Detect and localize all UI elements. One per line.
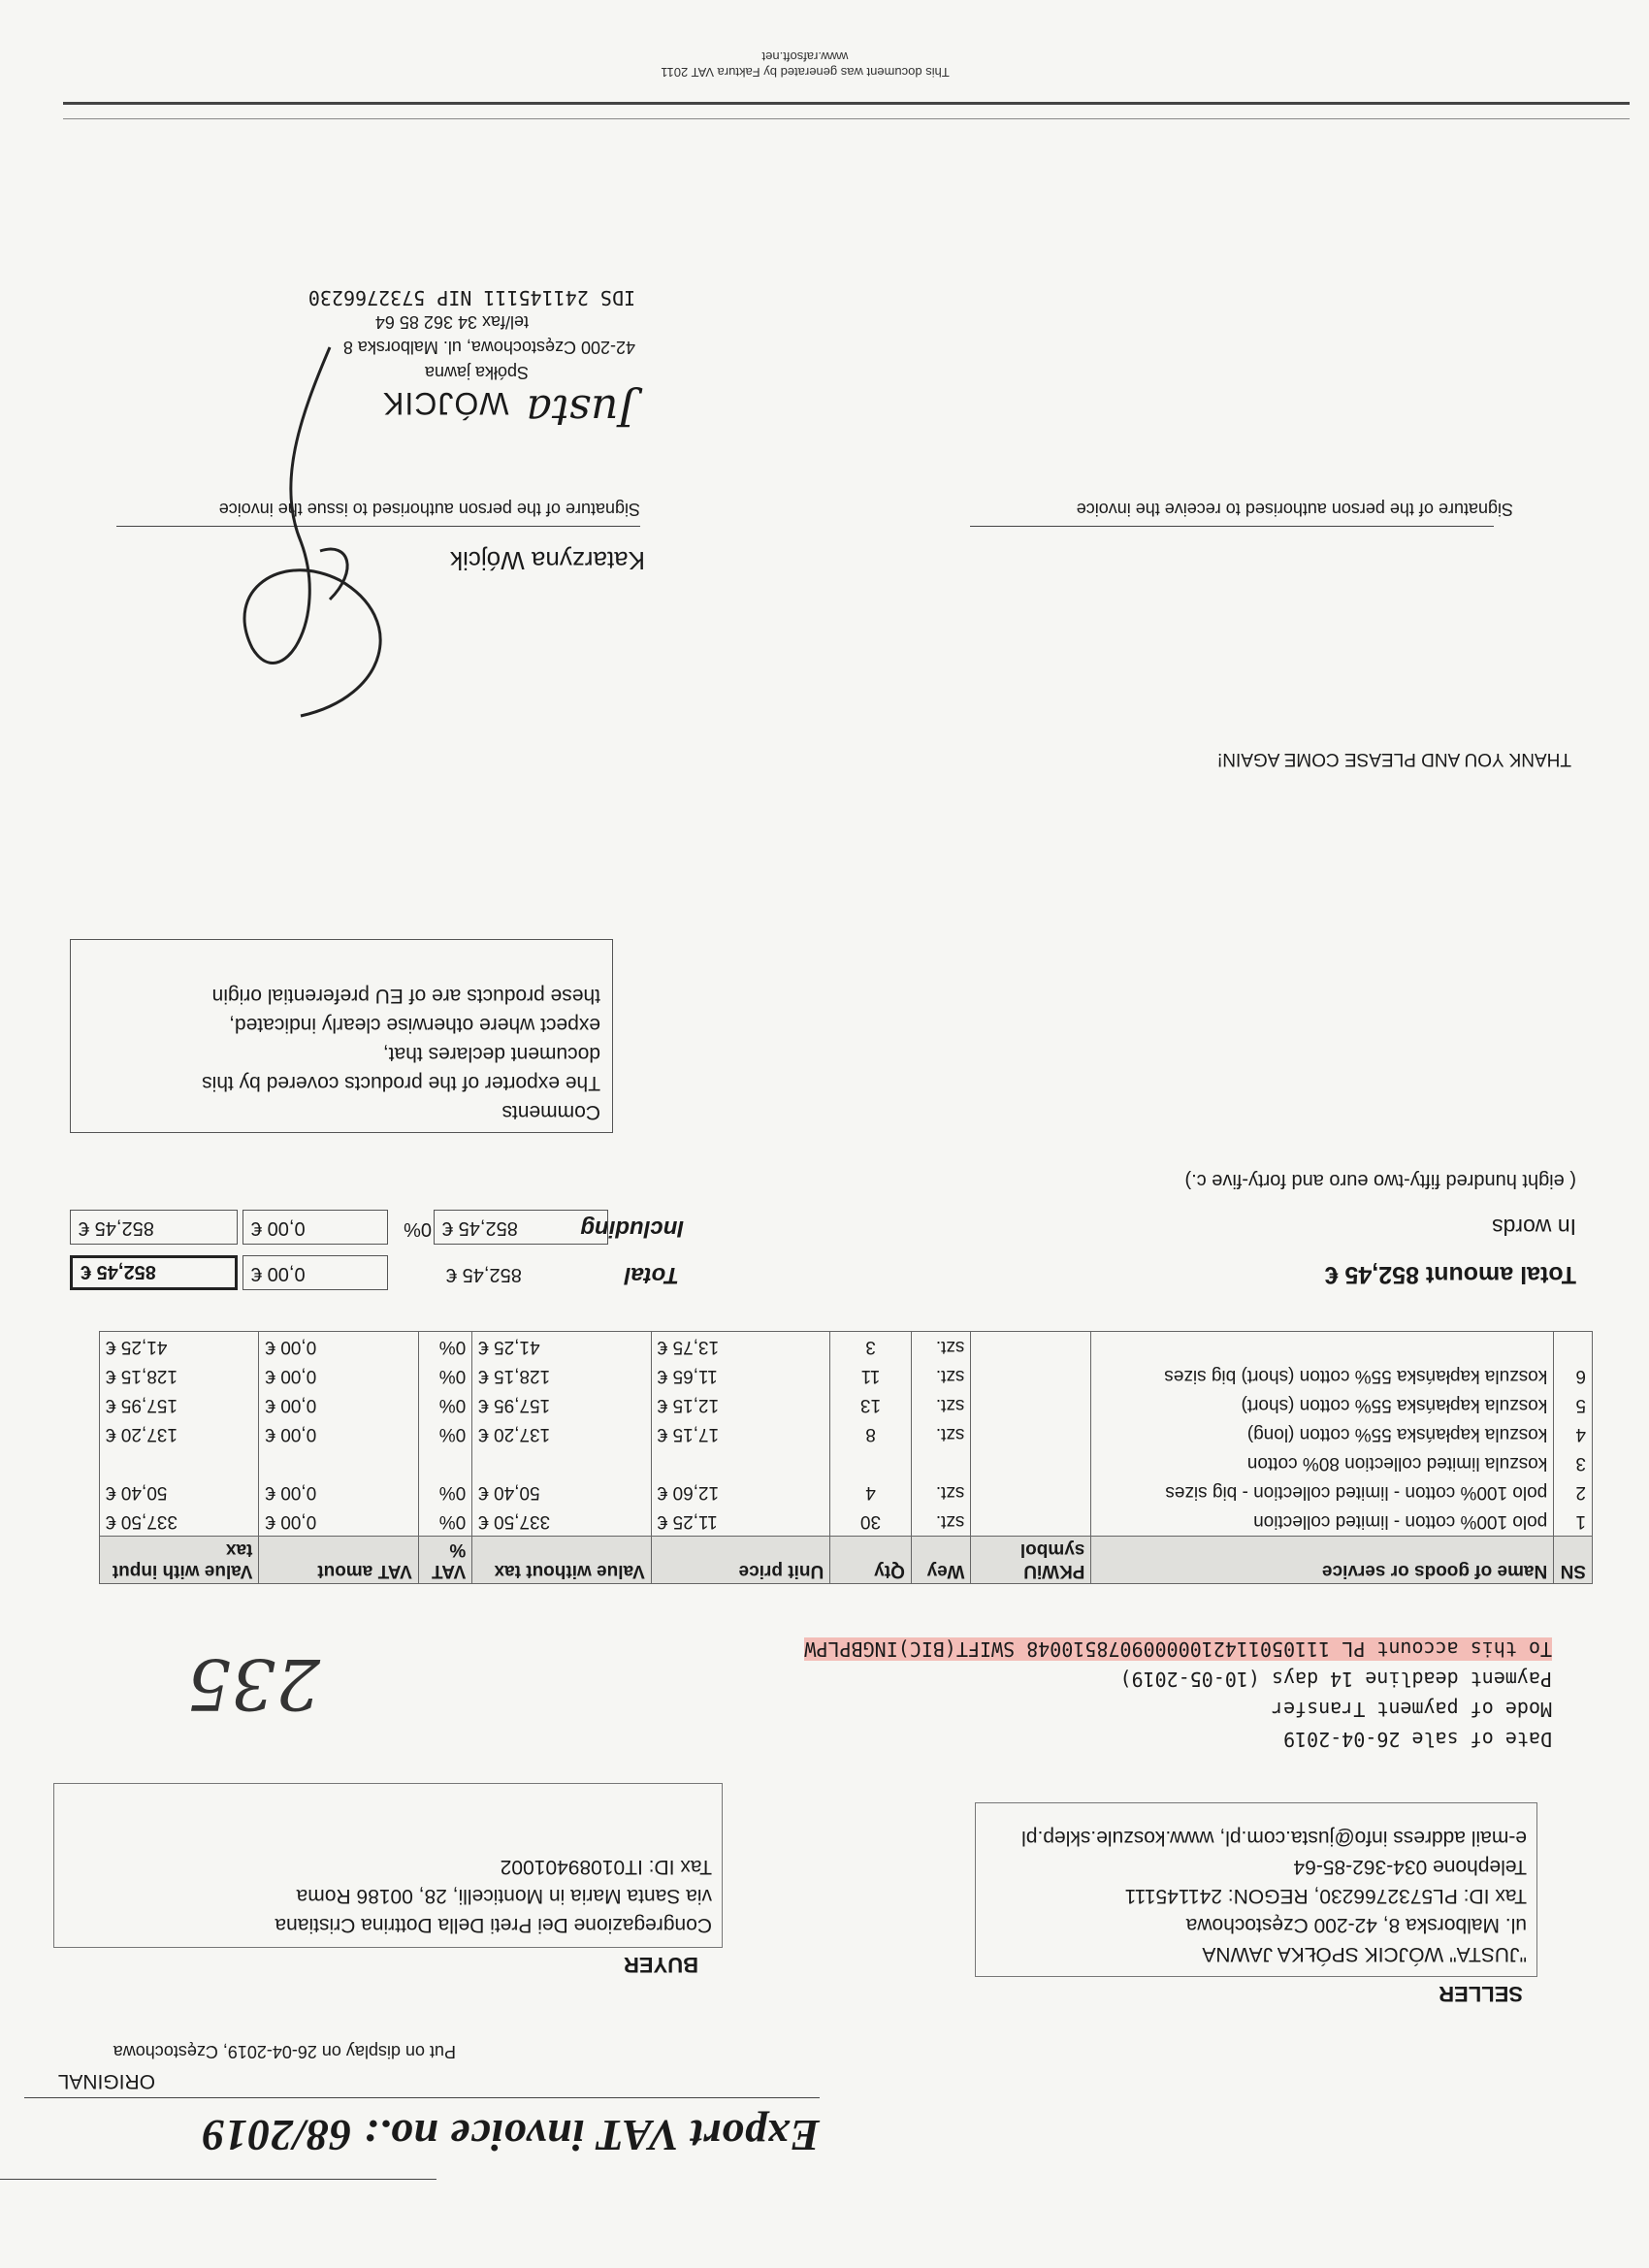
cell-unit: szt. [911,1332,971,1362]
top-rule [63,102,1630,105]
receiver-signature-line [970,526,1494,527]
cell-vat: 0% [418,1332,471,1362]
seller-name: "JUSTA" WÓJCIK SPÓŁKA JAWNA [1202,1943,1527,1965]
including-net: 852,45 € [434,1210,608,1245]
cell-price [651,1448,830,1477]
cell-vat: 0% [418,1419,471,1448]
date-of-sale: Date of sale 26-04-2019 [1283,1728,1552,1751]
cell-gross: 337,50 € [100,1507,259,1537]
seller-email: e-mail address info@justa.com.pl, www.koszule.sklep.pl [1021,1827,1527,1849]
cell-unit: szt. [911,1419,971,1448]
col-sn: SN [1554,1537,1593,1584]
cell-unit: szt. [911,1390,971,1419]
table-row [100,1477,1593,1507]
table-row [100,1507,1593,1537]
cell-name: polo 100% cotton - limited collection [1091,1507,1554,1537]
items-table [99,1331,1593,1584]
col-wey: Wey [911,1537,971,1584]
cell-price: 11,25 € [651,1507,830,1537]
generator-note [640,49,970,80]
generator-line-2: www.rafsoft.net [761,49,849,64]
cell-net: 157,95 € [472,1390,652,1419]
cell-gross [100,1448,259,1477]
cell-net: 50,40 € [472,1477,652,1507]
company-stamp [92,286,635,435]
cell-vat: 0% [418,1361,471,1390]
buyer-tax-id: Tax ID: IT01089401002 [500,1856,712,1878]
cell-qty: 4 [830,1477,912,1507]
cell-qty: 8 [830,1419,912,1448]
seller-address: ul. Malborska 8, 42-200 Częstochowa [1185,1914,1527,1936]
table-row [100,1332,1593,1362]
cell-net: 41,25 € [472,1332,652,1362]
cell-vat-amount: 0,00 € [259,1332,418,1362]
cell-gross: 41,25 € [100,1332,259,1362]
cell-price: 12,15 € [651,1390,830,1419]
cell-sn: 5 [1554,1390,1593,1419]
bank-account [804,1634,1552,1664]
issuer-signature-caption: Signature of the person authorised to issue the invoice [218,500,640,519]
cell-net: 137,20 € [472,1419,652,1448]
cell-qty [830,1448,912,1477]
buyer-box [53,1783,723,1948]
comments-line-4: these products are of EU preferential origin [211,985,600,1007]
title-rule-bottom [24,2097,820,2098]
put-on-display: Put on display on 26-04-2019, Częstochowa [113,2042,456,2061]
cell-net: 128,15 € [472,1361,652,1390]
total-vat: 0,00 € [242,1255,388,1290]
including-vat: 0,00 € [242,1210,388,1245]
including-gross: 852,45 € [70,1210,238,1245]
total-amount: Total amount 852,45 € [1324,1261,1576,1288]
thank-you-message: THANK YOU AND PLEASE COME AGAIN! [1217,749,1571,769]
title-rule-top [0,2179,436,2180]
cell-vat [418,1448,471,1477]
cell-gross: 137,20 € [100,1419,259,1448]
stamp-line-3: tel/fax 34 362 85 64 [374,312,529,332]
col-value-with-tax: Value with input tax [100,1537,259,1584]
cell-unit [911,1448,971,1477]
table-row [100,1361,1593,1390]
cell-pkwiu [971,1507,1091,1537]
col-unit-price: Unit price [651,1537,830,1584]
bank-account-text: To this account PL 11105011421000009078510048 SWIFT(BIC)INGBPLPW [804,1637,1552,1661]
receiver-signature-caption: Signature of the person authorised to receive the invoice [1076,500,1513,519]
cell-vat-amount: 0,00 € [259,1390,418,1419]
cell-qty: 3 [830,1332,912,1362]
payment-info [804,1634,1552,1754]
cell-vat-amount: 0,00 € [259,1419,418,1448]
page-title: Export VAT invoice no.: 68/2019 [202,2111,820,2160]
cell-name: koszula kapłańska 55% cotton (short) big sizes [1091,1361,1554,1390]
cell-unit: szt. [911,1361,971,1390]
comments-line-2: document declares that, [382,1043,600,1065]
payment-deadline: Payment deadline 14 days (10-05-2019) [1119,1668,1552,1691]
cell-vat: 0% [418,1507,471,1537]
table-row [100,1448,1593,1477]
cell-vat: 0% [418,1390,471,1419]
total-label: Total [624,1262,679,1288]
col-qty: Qty [830,1537,912,1584]
col-vat-pct: VAT % [418,1537,471,1584]
cell-qty: 13 [830,1390,912,1419]
cell-sn: 3 [1554,1448,1593,1477]
cell-pkwiu [971,1477,1091,1507]
cell-vat-amount: 0,00 € [259,1507,418,1537]
cell-pkwiu [971,1419,1091,1448]
col-name: Name of goods or service [1091,1537,1554,1584]
seller-label: SELLER [1439,1982,1523,2006]
buyer-label: BUYER [623,1953,698,1977]
cell-pkwiu [971,1390,1091,1419]
generator-line-1: This document was generated by Faktura VAT 2011 [661,65,950,80]
cell-price: 13,75 € [651,1332,830,1362]
cell-qty: 30 [830,1507,912,1537]
table-header-row [100,1537,1593,1584]
stamp-name: WÓJCIK [382,386,509,421]
cell-pkwiu [971,1361,1091,1390]
cell-name: koszula limited collection 80% cotton [1091,1448,1554,1477]
buyer-address: via Santa Maria in Monticelli, 28, 00186 Roma [296,1885,712,1907]
cell-vat: 0% [418,1477,471,1507]
payment-mode: Mode of payment Transfer [1272,1698,1552,1721]
seller-telephone: Telephone 034-362-85-64 [1293,1856,1527,1878]
in-words-label: In words [1492,1215,1576,1240]
cell-name: polo 100% cotton - limited collection - big sizes [1091,1477,1554,1507]
total-gross: 852,45 € [70,1255,238,1290]
cell-gross: 50,40 € [100,1477,259,1507]
cell-unit: szt. [911,1507,971,1537]
cell-gross: 157,95 € [100,1390,259,1419]
cell-name: koszula kapłańska 55% cotton (short) [1091,1390,1554,1419]
table-row [100,1419,1593,1448]
cell-price: 11,65 € [651,1361,830,1390]
comments-label: Comments [501,1101,600,1123]
cell-pkwiu [971,1448,1091,1477]
bottom-rule [63,118,1630,119]
col-vat-amount: VAT amout [259,1537,418,1584]
cell-sn: 2 [1554,1477,1593,1507]
including-pct: 0% [404,1218,432,1240]
cell-gross: 128,15 € [100,1361,259,1390]
table-row [100,1390,1593,1419]
cell-price: 12,60 € [651,1477,830,1507]
comments-line-3: expect where otherwise clearly indicated, [229,1014,600,1036]
cell-unit: szt. [911,1477,971,1507]
cell-name: koszula kapłańska 55% cotton (long) [1091,1419,1554,1448]
seller-tax-id: Tax ID: PL5732766230, REGON: 241145111 [1124,1885,1527,1907]
stamp-line-2: 42-200 Częstochowa, ul. Malborska 8 [342,338,635,357]
cell-sn: 6 [1554,1361,1593,1390]
total-net: 852,45 € [446,1264,522,1285]
cell-net: 337,50 € [472,1507,652,1537]
handwritten-number: 235 [186,1643,320,1725]
stamp-line-4: IDS 241145111 NIP 5732766230 [307,286,635,309]
col-value-without-tax: Value without tax [472,1537,652,1584]
cell-price: 17,15 € [651,1419,830,1448]
buyer-name: Congregazione Dei Preti Della Dottrina Cristiana [275,1914,712,1936]
cell-qty: 11 [830,1361,912,1390]
cell-vat-amount [259,1448,418,1477]
issuer-name: Katarzyna Wójcik [450,546,645,575]
cell-sn: 1 [1554,1507,1593,1537]
stamp-line-1: Spółka jawna [424,363,529,382]
amount-in-words: ( eight hundred fifty-two euro and forty-five c.) [1184,1170,1576,1191]
cell-sn: 4 [1554,1419,1593,1448]
stamp-header [92,385,635,435]
comments-line-1: The exporter of the products covered by this [202,1072,600,1094]
seller-box [975,1802,1537,1977]
including-label: Including [580,1215,684,1242]
comments-box [70,939,613,1133]
stamp-brand: Justa [526,385,635,435]
cell-vat-amount: 0,00 € [259,1477,418,1507]
cell-vat-amount: 0,00 € [259,1361,418,1390]
original-label: ORIGINAL [57,2070,155,2092]
cell-pkwiu [971,1332,1091,1362]
col-pkwiu: PKWiU symbol [971,1537,1091,1584]
cell-name [1091,1332,1554,1362]
cell-net [472,1448,652,1477]
cell-sn [1554,1332,1593,1362]
